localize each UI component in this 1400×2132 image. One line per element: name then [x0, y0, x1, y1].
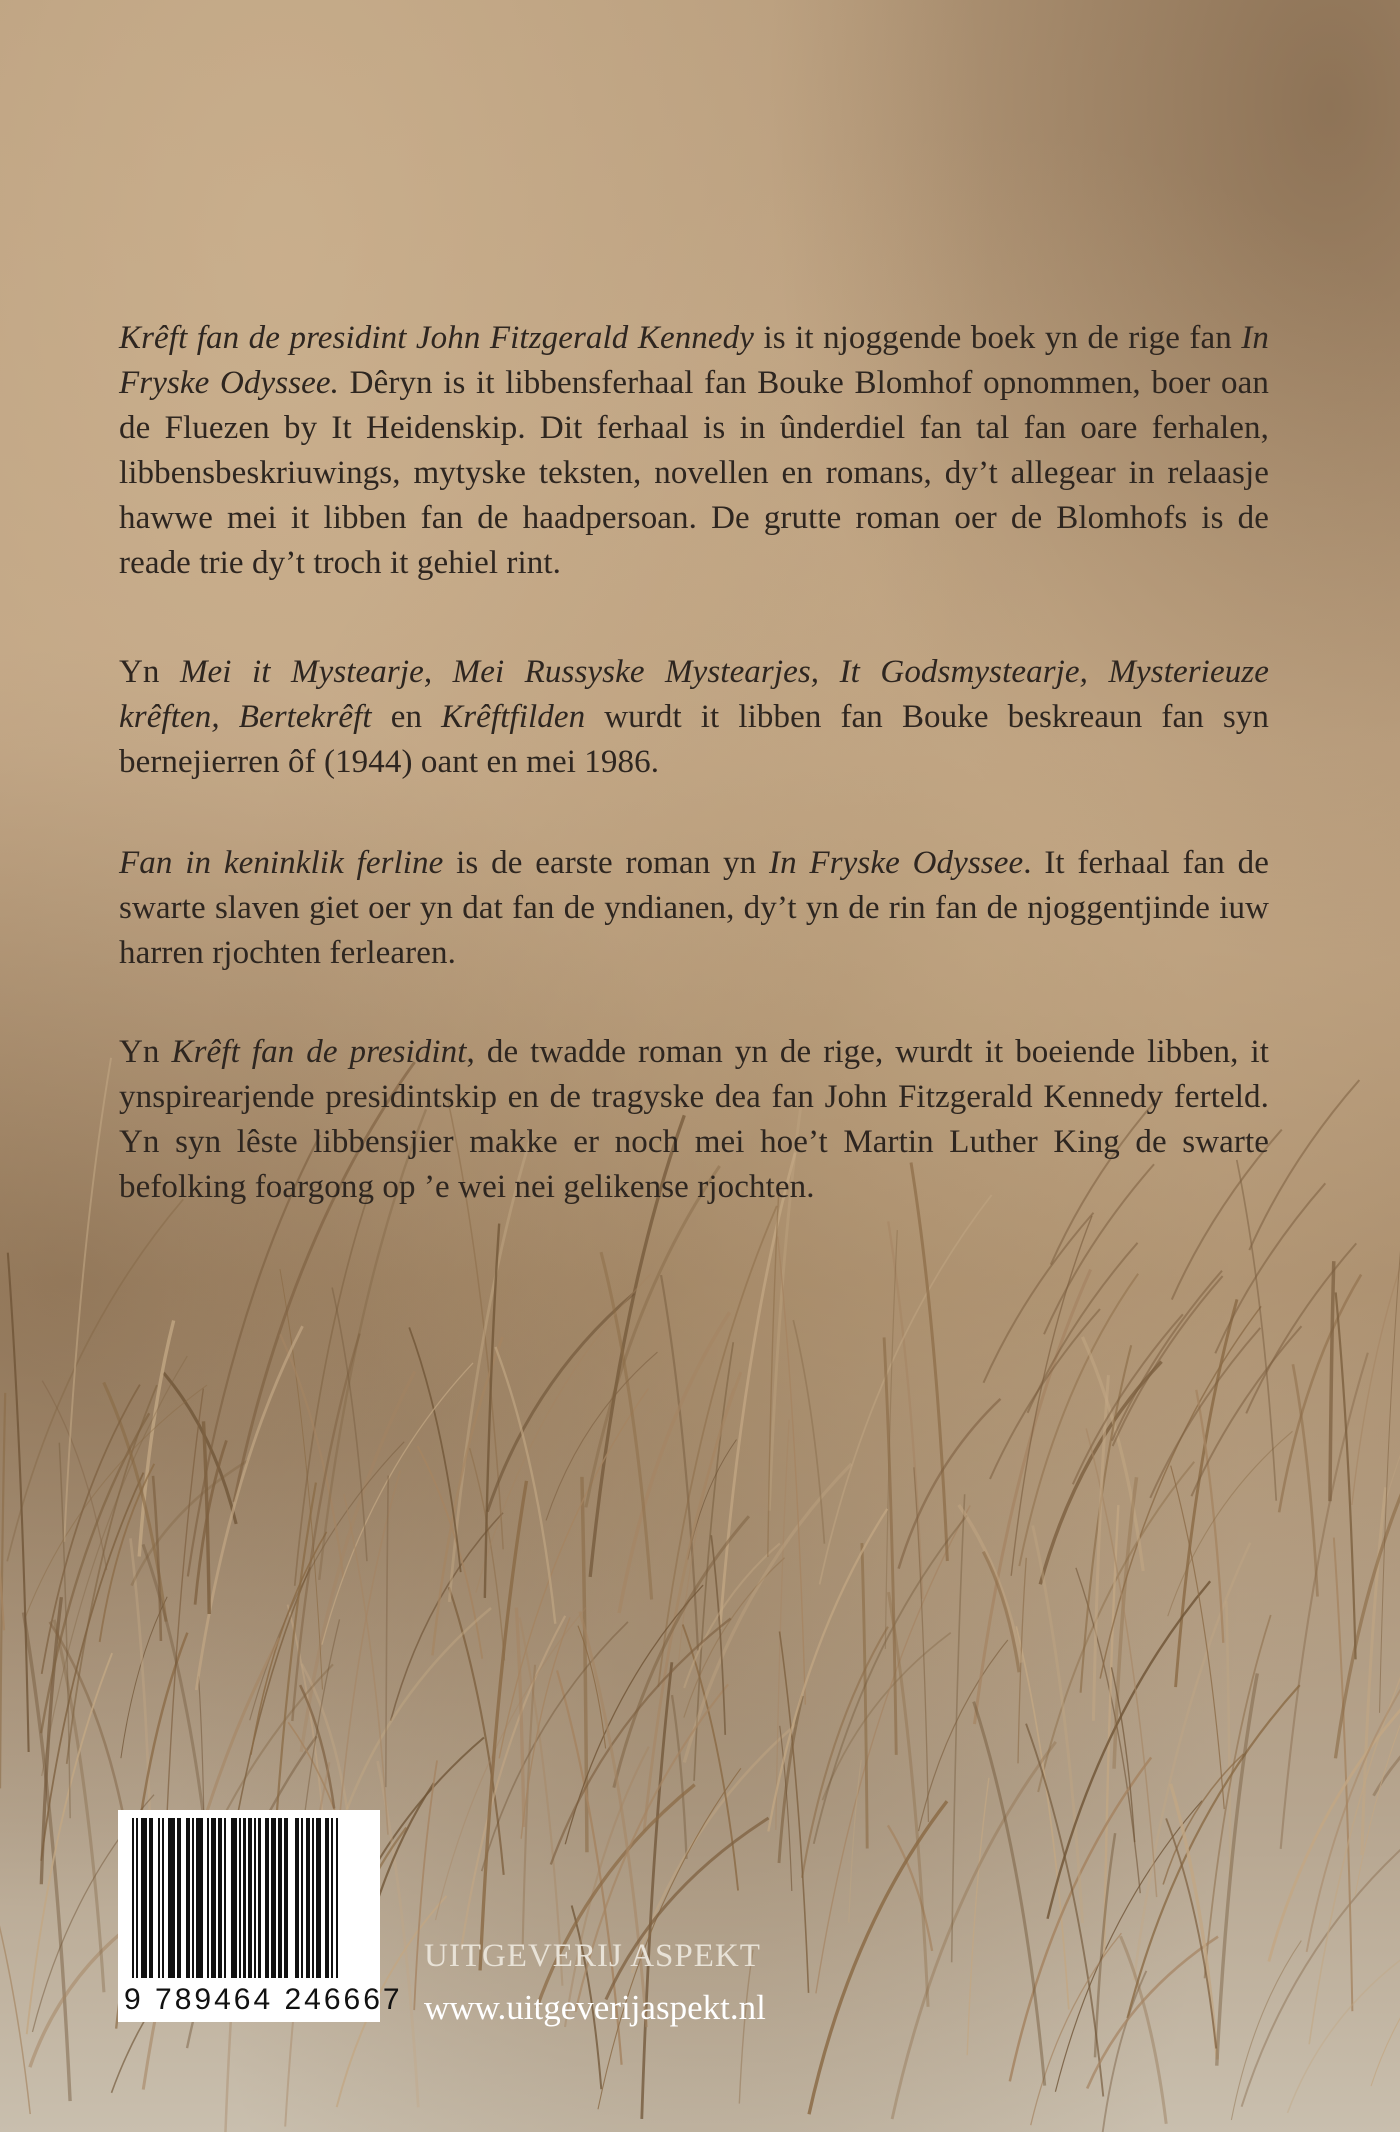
barcode-bar [211, 1818, 213, 1978]
grass-blade [1087, 1937, 1218, 2089]
grass-blade [1380, 1240, 1400, 1713]
barcode-bar [158, 1818, 160, 1978]
body-text: Yn [119, 654, 180, 690]
grass-blade [1011, 1216, 1092, 1576]
barcode-bar [312, 1818, 314, 1978]
barcode-bar [220, 1818, 222, 1978]
grass-blade [1362, 1487, 1386, 1855]
blurb-paragraph-2 [119, 650, 1269, 785]
barcode-bar [201, 1818, 203, 1978]
barcode-bar [243, 1818, 246, 1978]
grass-blade [814, 1515, 967, 1843]
barcode-bar [318, 1818, 321, 1978]
publisher-website: www.uitgeverijaspekt.nl [424, 1988, 766, 2027]
isbn-number: 9 789464 246667 [124, 1983, 403, 2016]
barcode-bar [179, 1818, 181, 1978]
blurb-paragraph-4 [119, 1030, 1269, 1210]
barcode-bar [141, 1818, 143, 1978]
barcode-bars [130, 1818, 368, 1982]
barcode-bar [168, 1818, 171, 1978]
grass-blade [1231, 1941, 1301, 2120]
barcode-bar [218, 1818, 220, 1978]
grass-blade [1086, 1428, 1157, 1897]
barcode-bar [233, 1818, 235, 1978]
grass-blade [614, 1516, 749, 1787]
barcode-bar [273, 1818, 276, 1978]
barcode-bar [308, 1818, 310, 1978]
barcode-bar [136, 1818, 138, 1978]
grass-blade [1383, 1215, 1400, 1510]
grass-blade [679, 1388, 734, 1661]
grass-blade [337, 1471, 400, 1848]
barcode-bar [278, 1818, 280, 1978]
barcode-bar [224, 1818, 226, 1978]
grass-blade [967, 1778, 989, 2055]
barcode-bar [336, 1818, 338, 1978]
grass-blade [822, 1633, 950, 1801]
barcode-bar [173, 1818, 175, 1978]
grass-blade [42, 1381, 106, 1570]
body-text: is de earste roman yn [443, 845, 769, 881]
barcode-bar [271, 1818, 273, 1978]
barcode-bar [254, 1818, 256, 1978]
barcode-bar [327, 1818, 329, 1978]
barcode-bar [325, 1818, 327, 1978]
barcode-bar [231, 1818, 233, 1978]
barcode-bar [265, 1818, 267, 1978]
barcode-bar [188, 1818, 190, 1978]
grass-blade [59, 1443, 70, 1819]
body-text: is it njoggende boek yn de rige fan [754, 320, 1242, 356]
barcode-bar [235, 1818, 237, 1978]
barcode-bar [248, 1818, 250, 1978]
barcode-bar [186, 1818, 188, 1978]
grass-blade [983, 1552, 1019, 1673]
body-text: , de twadde roman yn de rige, wurdt it boeiende libben, it ynspirearjende presidintskip en de tragyske dea fan John Fitzgerald Kennedy ferteld. Yn syn lêste libbensjier makke er noch mei hoe’t Martin Luther King de swarte befolking foargong op ’e wei nei gelikense rjochten. [119, 1034, 1269, 1205]
grass-blade [1288, 1958, 1400, 2113]
grass-blade [720, 1153, 795, 1629]
grass-blade [521, 1618, 570, 1839]
grass-blade [516, 1608, 523, 1827]
barcode-bar [239, 1818, 241, 1978]
barcode-bar [196, 1818, 198, 1978]
blurb-paragraph-3 [119, 841, 1269, 976]
grass-blade [67, 1385, 157, 1764]
grass-blade [974, 1702, 1045, 2086]
barcode-bar [132, 1818, 134, 1978]
grass-blade [888, 1221, 922, 1598]
body-text: en [371, 699, 442, 735]
barcode-bar [258, 1818, 261, 1978]
grass-blade [153, 1476, 161, 1641]
barcode-bar [295, 1818, 297, 1978]
grass-blade [899, 1399, 1001, 1569]
grass-blade [1334, 1538, 1353, 2012]
barcode-bar [286, 1818, 288, 1978]
grass-blade [436, 1607, 587, 1920]
body-text: Yn [119, 1034, 172, 1070]
barcode-bar [143, 1818, 145, 1978]
italic-title-text: Krêft fan de presidint [171, 1034, 467, 1070]
barcode-bar [306, 1818, 308, 1978]
blurb-paragraph-1 [119, 316, 1269, 586]
italic-title-text: Fan in keninklik ferline [119, 845, 444, 881]
barcode-bar [192, 1818, 194, 1978]
barcode-bar [207, 1818, 209, 1978]
grass-blade [862, 1543, 867, 1848]
grass-blade [1134, 1543, 1250, 1980]
grass-blade [295, 1191, 370, 1586]
grass-blade [7, 1199, 183, 1561]
barcode-bar [250, 1818, 252, 1978]
italic-title-text: Mei it Mystearje, Mei Russyske Mystearjes, It Godsmystearje, Mysterieuze krêften, Bertekrêft [119, 654, 1269, 735]
grass-blade [64, 1058, 111, 1542]
grass-blade [578, 1626, 606, 1749]
body-text: . It ferhaal fan de swarte slaven giet oer yn dat fan de yndianen, dy’t yn de rin fan de njoggentjinde iuw harren rjochten ferlearen. [119, 845, 1270, 971]
barcode-bar [162, 1818, 164, 1978]
grass-blade [684, 1543, 780, 1687]
publisher-name: UITGEVERIJ ASPEKT [424, 1938, 761, 1974]
grass-blade [280, 1334, 343, 1578]
grass-blade [409, 1327, 460, 1572]
grass-blade [1330, 1261, 1334, 1501]
grass-blade [1371, 1921, 1400, 2086]
barcode-bar [171, 1818, 173, 1978]
barcode-bar [284, 1818, 286, 1978]
isbn-barcode [118, 1810, 403, 2022]
grass-blade [8, 1253, 29, 1752]
grass-blade [418, 1446, 483, 1659]
grass-blade [1217, 1673, 1258, 2065]
grass-blade [1226, 1601, 1230, 1877]
grass-blade [300, 1685, 334, 1809]
barcode-bar [331, 1818, 333, 1978]
barcode-bar [145, 1818, 147, 1978]
italic-title-text: Krêft fan de presidint John Fitzgerald Kennedy [119, 320, 754, 356]
italic-title-text: Krêftfilden [441, 699, 586, 735]
grass-blade [672, 1695, 687, 1859]
grass-blade [0, 1799, 30, 2114]
barcode-bar [267, 1818, 269, 1978]
barcode-bar [151, 1818, 153, 1978]
grass-blade [849, 1760, 861, 1923]
grass-blade [683, 1624, 738, 1890]
grass-blade [632, 1725, 796, 1973]
grass-blade [1150, 1328, 1260, 1498]
barcode-bar [301, 1818, 303, 1978]
barcode-bar [198, 1818, 201, 1978]
barcode-bar [297, 1818, 299, 1978]
grass-blade [919, 1640, 1008, 1831]
grass-blade [565, 1747, 649, 2027]
body-text: wurdt it libben fan Bouke beskreaun fan syn bernejierren ôf (1944) oant en mei 1986. [119, 699, 1269, 780]
grass-blade [196, 1326, 302, 1690]
italic-title-text: In Fryske Odyssee. [119, 320, 1269, 401]
grass-blade [30, 1929, 126, 2067]
barcode-bar [149, 1818, 151, 1978]
barcode-bar [316, 1818, 318, 1978]
grass-blade [461, 1616, 565, 1949]
body-text: Dêryn is it libbensferhaal fan Bouke Blomhof opnommen, boer oan de Fluezen by It Heidenskip. Dit ferhaal is in ûnderdiel fan tal fan oare ferhalen, libbensbeskriuwings, mytyske teksten, novellen en romans, dy’t allegear in relaasje hawwe mei it libben fan de haadpersoan. De grutte roman oer de Blomhofs is de reade trie dy’t troch it gehiel rint. [119, 365, 1269, 581]
barcode-bar [280, 1818, 282, 1978]
barcode-bar [213, 1818, 216, 1978]
grass-blade [820, 1195, 992, 1584]
grass-blade [1048, 1581, 1211, 1919]
grass-blade [711, 1535, 725, 1735]
grass-blade [1113, 1276, 1223, 1446]
grass-blade [1237, 1160, 1276, 1501]
barcode-bar [177, 1818, 179, 1978]
grass-blade [195, 1440, 226, 1604]
italic-title-text: In Fryske Odyssee [769, 845, 1024, 881]
grass-blade [1307, 1662, 1400, 1952]
grass-blade [41, 1473, 143, 1861]
